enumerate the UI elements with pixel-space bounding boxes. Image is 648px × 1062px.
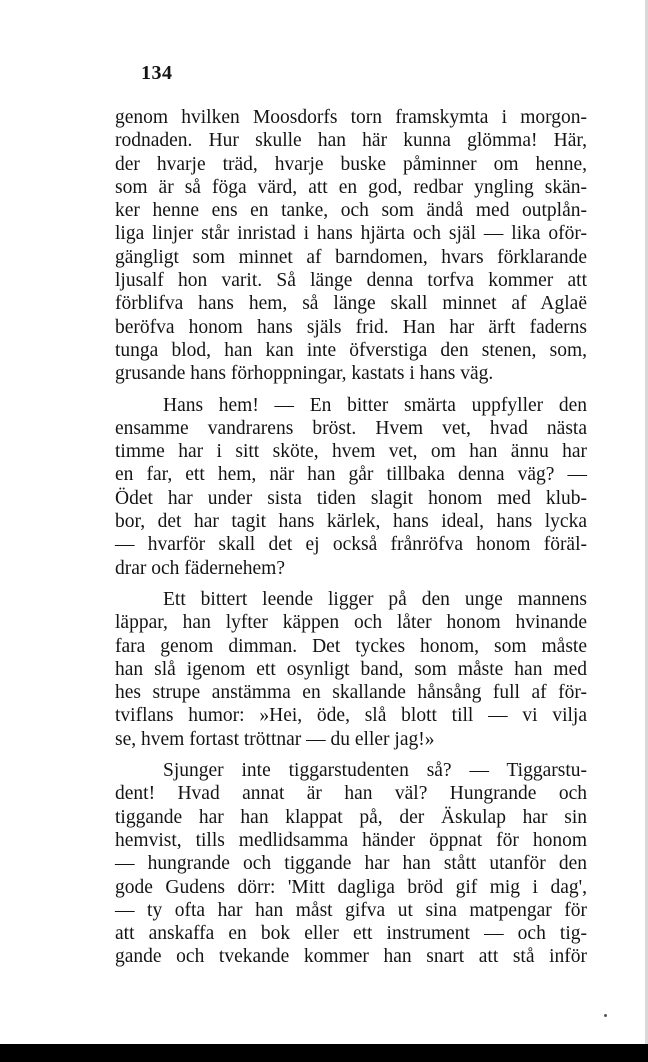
page-number: 134 bbox=[141, 62, 173, 84]
text-line: ker henne ens en tanke, och som ändå med outplån- bbox=[115, 200, 587, 222]
text-line: rodnaden. Hur skulle han här kunna glömma! Här, bbox=[115, 130, 587, 152]
text-line: hemvist, tills medlidsamma händer öppnat för honom bbox=[115, 829, 587, 851]
text-line: der hvarje träd, hvarje buske påminner om henne, bbox=[115, 153, 587, 175]
text-line: genom hvilken Moosdorfs torn framskymta i morgon- bbox=[115, 107, 587, 128]
text-line: gande och tvekande kommer han snart att stå inför bbox=[115, 946, 587, 968]
text-line: han slå igenom ett osynligt band, som måste han med bbox=[115, 658, 587, 680]
scan-bottom-border bbox=[0, 1044, 648, 1062]
paragraph-2 bbox=[115, 394, 587, 580]
text-line: Ödet har under sista tiden slagit honom med klub- bbox=[115, 487, 587, 509]
paragraph-4 bbox=[115, 759, 587, 969]
paragraph-3 bbox=[115, 588, 587, 751]
text-line: tunga blod, han kan inte öfverstiga den stenen, som, bbox=[115, 339, 587, 361]
body-text bbox=[115, 106, 587, 977]
text-line: se, hvem fortast tröttnar — du eller jag!» bbox=[115, 728, 435, 750]
text-line: Hans hem! — En bitter smärta uppfyller den bbox=[163, 394, 587, 416]
text-line: en far, ett hem, när han går tillbaka denna väg? — bbox=[115, 464, 587, 486]
text-line: grusande hans förhoppningar, kastats i hans väg. bbox=[115, 363, 494, 385]
text-line: fara genom dimman. Det tyckes honom, som måste bbox=[115, 635, 587, 657]
text-line: gode Gudens dörr: 'Mitt dagliga bröd gif mig i dag', bbox=[115, 876, 587, 898]
text-line: att anskaffa en bok eller ett instrument — och tig- bbox=[115, 923, 587, 945]
text-line: gängligt som minnet af barndomen, hvars förklarande bbox=[115, 246, 587, 268]
text-line: ljusalf hon varit. Så länge denna torfva kommer att bbox=[115, 270, 587, 292]
text-line: Sjunger inte tiggarstudenten så? — Tiggarstu- bbox=[163, 760, 587, 782]
text-line: bor, det har tagit hans kärlek, hans ideal, hans lycka bbox=[115, 511, 587, 533]
text-line: liga linjer står inristad i hans hjärta och själ — lika oför- bbox=[115, 223, 587, 245]
text-line: tiggande har han klappat på, der Äskulap har sin bbox=[115, 806, 587, 828]
text-line: som är så föga värd, att en god, redbar yngling skän- bbox=[115, 176, 587, 198]
text-line: timme har i sitt sköte, hvem vet, om han ännu har bbox=[115, 441, 587, 463]
scan-speck bbox=[604, 1014, 607, 1017]
text-line: beröfva honom hans själs frid. Han har ärft faderns bbox=[115, 316, 587, 338]
text-line: — hungrande och tiggande har han stått utanför den bbox=[115, 853, 587, 875]
text-line: Ett bittert leende ligger på den unge mannens bbox=[163, 588, 587, 610]
text-line: drar och fädernehem? bbox=[115, 557, 285, 579]
text-line: dent! Hvad annat är han väl? Hungrande och bbox=[115, 783, 587, 805]
text-line: läppar, han lyfter käppen och låter honom hvinande bbox=[115, 612, 587, 634]
text-line: — ty ofta har han måst gifva ut sina matpengar för bbox=[115, 899, 587, 921]
text-line: förblifva hans hem, så länge skall minnet af Aglaë bbox=[115, 293, 587, 315]
text-line: tviflans humor: »Hei, öde, slå blott till — vi vilja bbox=[115, 705, 587, 727]
text-line: — hvarför skall det ej också frånröfva honom föräl- bbox=[115, 534, 587, 556]
paragraph-1 bbox=[115, 106, 587, 386]
text-line: ensamme vandrarens bröst. Hvem vet, hvad nästa bbox=[115, 417, 587, 439]
text-line: hes strupe anstämma en skallande hånsång full af för- bbox=[115, 682, 587, 704]
